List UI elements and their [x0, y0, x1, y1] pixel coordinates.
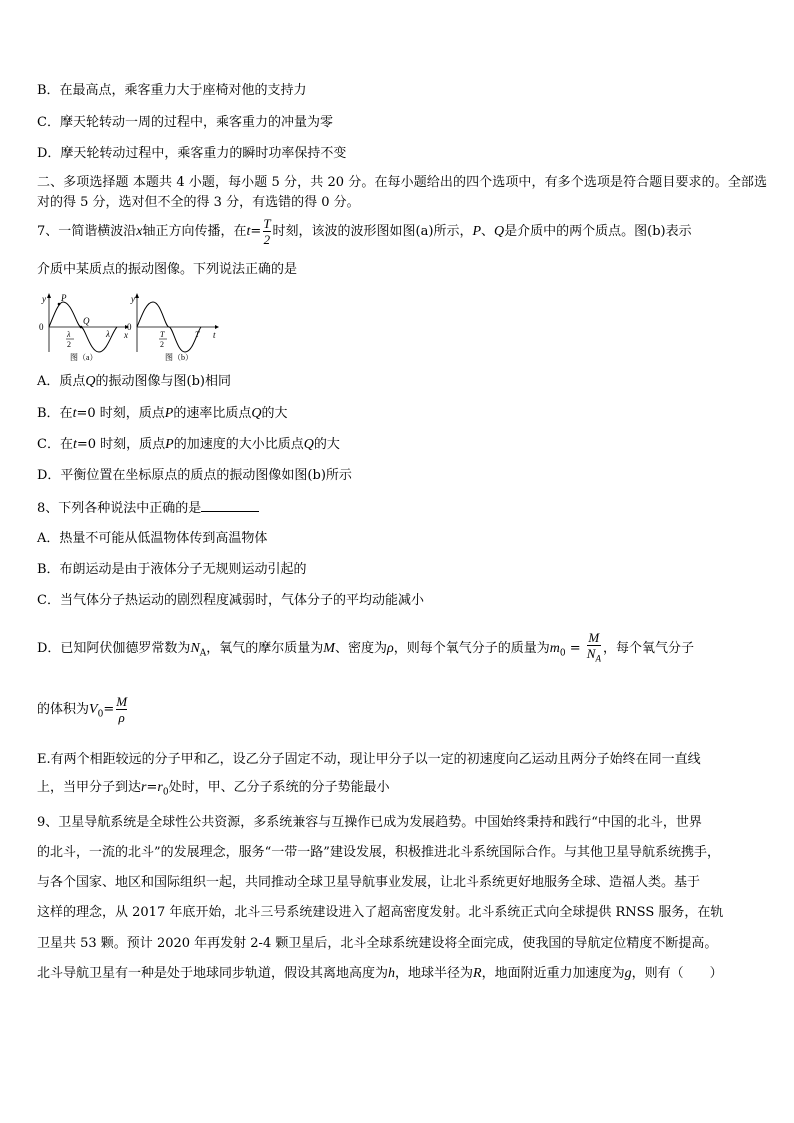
figure-b-waveform [127, 293, 219, 362]
svg-text:P: P [61, 293, 67, 303]
svg-text:图（b）: 图（b） [165, 353, 193, 362]
svg-text:Q: Q [83, 316, 90, 326]
q8-option-b: B．布朗运动是由于液体分子无规则运动引起的 [37, 562, 307, 577]
q8-option-d-line1: D．已知阿伏伽德罗常数为$N_A$，氧气的摩尔质量为M、密度为ρ，则每个氧气分子的质量为$m_0$ = $\frac{M}{N_A}$ ，每个氧气分子 [37, 630, 694, 671]
q9-line3: 与各个国家、地区和国际组织一起，共同推动全球卫星导航事业发展，让北斗系统更好地服务全球、造福人类。基于 [37, 875, 701, 890]
q7-option-b: B．在t=0 时刻，质点P的速率比质点Q的大 [37, 406, 288, 421]
q9-line2: 的北斗，一流的北斗”的发展理念，服务“一带一路”建设发展，积极推进北斗系统国际合作。与其他卫星导航系统携手， [37, 845, 720, 860]
fraction-m-over-rho: $\frac{M}{\rho}$ [116, 694, 128, 725]
svg-text:图（a）: 图（a） [70, 353, 98, 362]
q8-option-e-line2: 上，当甲分子到达$r=r_0$处时，甲、乙分子系统的分子势能最小 [37, 780, 390, 798]
q8-option-d-line2: 的体积为$V_0=$ $\frac{M}{\rho}$ [37, 694, 128, 725]
fraction-m-over-na: $\frac{M}{N_A}$ [587, 630, 601, 667]
q7-option-a: A．质点Q的振动图像与图(b)相同 [37, 374, 231, 389]
svg-text:y: y [42, 294, 46, 304]
q8-stem: 8、下列各种说法中正确的是 [37, 499, 259, 517]
svg-text:T: T [195, 330, 200, 339]
svg-text:t: t [213, 330, 216, 340]
answer-blank [201, 499, 259, 512]
svg-text:λ: λ [67, 330, 71, 339]
q7-stem-line2: 介质中某质点的振动图像。下列说法正确的是 [37, 262, 298, 277]
q7-stem-line1: 7、一简谐横波沿x轴正方向传播，在t= $\frac{T}{2}$ 时刻，该波的波形图如图(a)所示，P、Q是介质中的两个质点。图(b)表示 [37, 216, 692, 247]
svg-text:0: 0 [39, 322, 44, 332]
figure-a-waveform [39, 293, 129, 362]
q7-option-c: C．在t=0 时刻，质点P的加速度的大小比质点Q的大 [37, 437, 340, 452]
svg-text:λ: λ [106, 329, 110, 339]
q7-option-d: D．平衡位置在坐标原点的质点的振动图像如图(b)所示 [37, 468, 352, 483]
svg-text:y: y [131, 294, 135, 304]
svg-text:x: x [124, 330, 128, 340]
q9-line5: 卫星共 53 颗。预计 2020 年再发射 2-4 颗卫星后，北斗全球系统建设将全面完成，使我国的导航定位精度不断提高。 [37, 936, 718, 951]
q8-option-a: A．热量不可能从低温物体传到高温物体 [37, 531, 268, 546]
q8-option-e-line1: E.有两个相距较远的分子甲和乙，设乙分子固定不动，现让甲分子以一定的初速度向乙运动且两分子始终在同一直线 [37, 752, 701, 767]
q9-line4: 这样的理念，从 2017 年底开始，北斗三号系统建设进入了超高密度发射。北斗系统正式向全球提供 RNSS 服务，在轨 [37, 905, 724, 920]
section-two-heading: 二、多项选择题 本题共 4 小题，每小题 5 分，共 20 分。在每小题给出的四个选项中，有多个选项是符合题目要求的。全部选对的得 5 分，选对但不全的得 3 分，有选错的得 0 分。 [37, 175, 767, 210]
q9-line1: 9、卫星导航系统是全球性公共资源，多系统兼容与互操作已成为发展趋势。中国始终秉持和践行“中国的北斗，世界 [37, 815, 702, 830]
q9-line6: 北斗导航卫星有一种是处于地球同步轨道，假设其离地高度为h，地球半径为R，地面附近重力加速度为g，则有（ ） [37, 966, 723, 981]
option-d-previous: D．摩天轮转动过程中，乘客重力的瞬时功率保持不变 [37, 146, 347, 161]
svg-text:T: T [160, 330, 165, 339]
q7-wave-figures [37, 292, 227, 362]
fraction-t-half: $\frac{T}{2}$ [263, 216, 271, 247]
q8-option-c: C．当气体分子热运动的剧烈程度减弱时，气体分子的平均动能减小 [37, 593, 424, 608]
option-c-previous: C．摩天轮转动一周的过程中，乘客重力的冲量为零 [37, 115, 333, 130]
svg-text:2: 2 [67, 340, 71, 349]
svg-text:2: 2 [160, 340, 164, 349]
svg-text:0: 0 [127, 322, 132, 332]
option-b-previous: B．在最高点，乘客重力大于座椅对他的支持力 [37, 83, 307, 98]
